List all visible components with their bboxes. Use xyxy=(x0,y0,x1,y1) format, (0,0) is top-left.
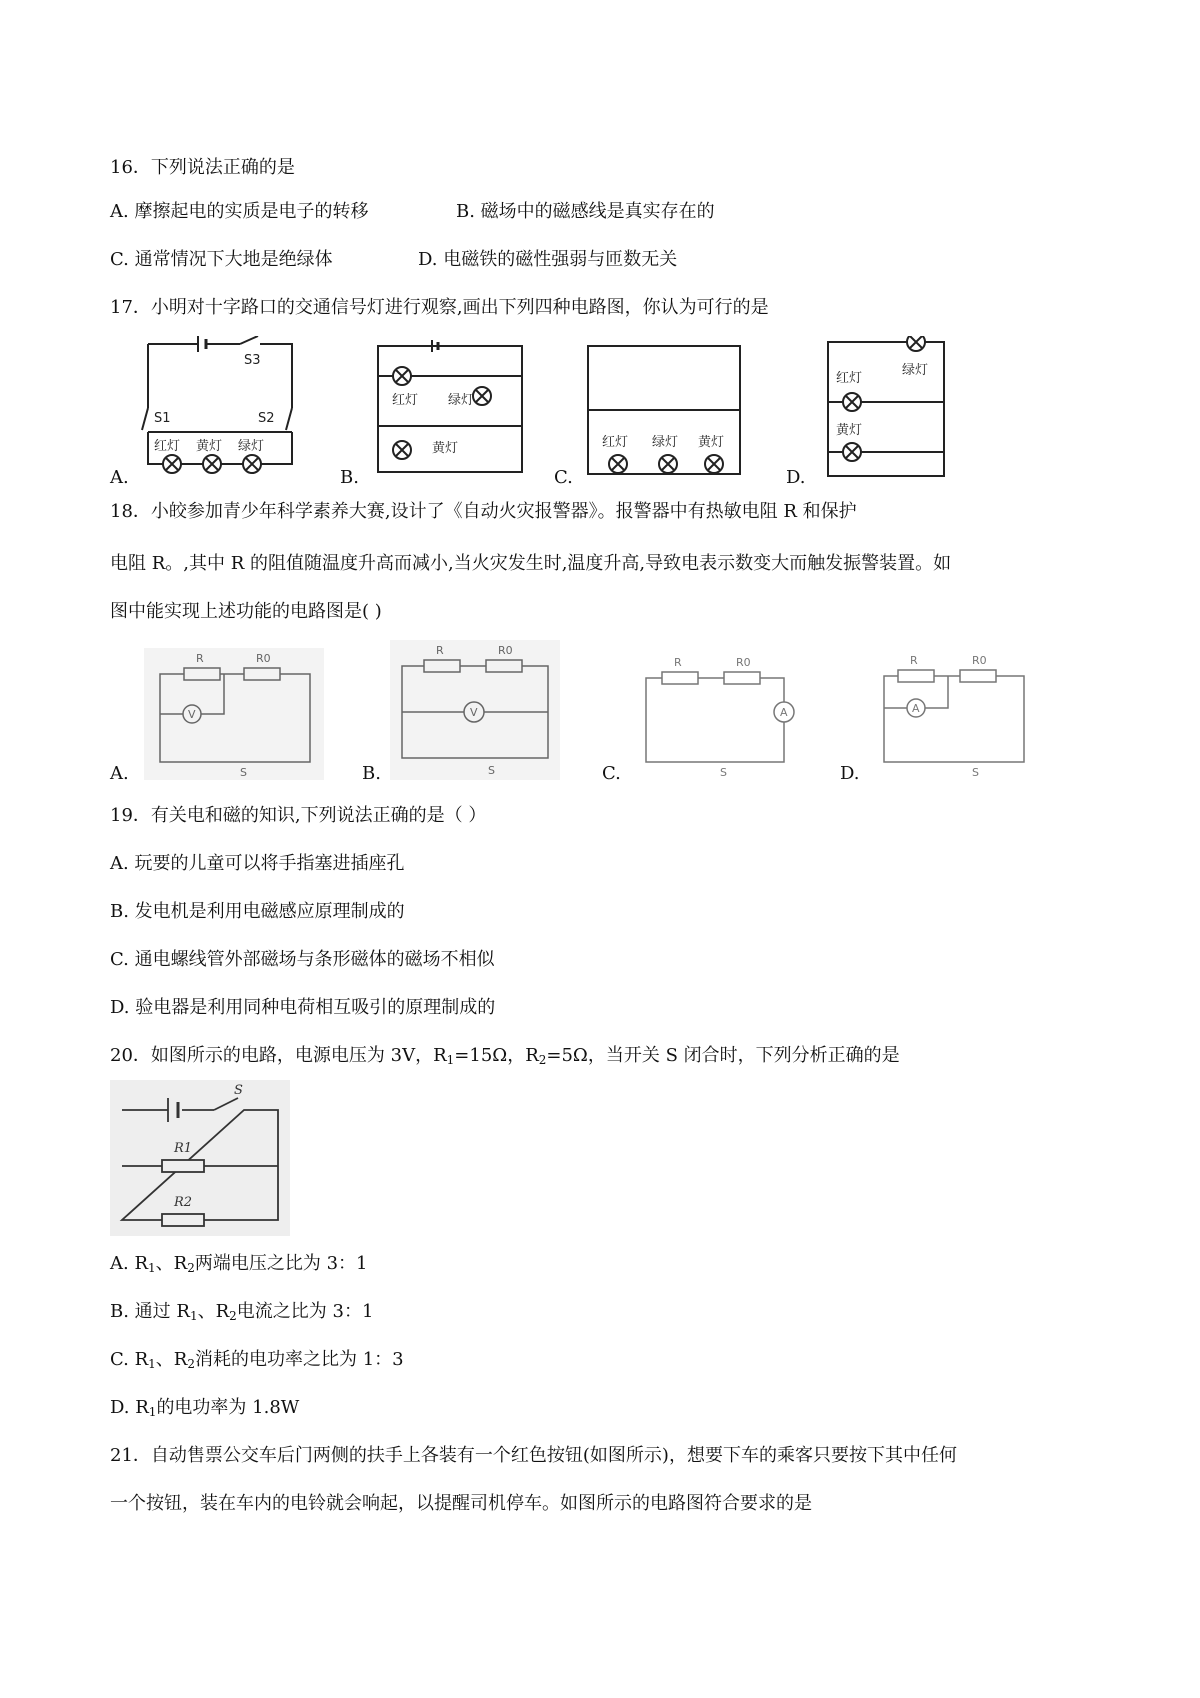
q17d-green-label: 绿灯 xyxy=(902,363,929,378)
q18-stem-line3: 图中能实现上述功能的电路图是( ) xyxy=(110,601,382,622)
q19-option-c: C. 通电螺线管外部磁场与条形磁体的磁场不相似 xyxy=(110,949,495,970)
q17a-green-label: 绿灯 xyxy=(238,439,265,454)
q18-label-a: A. xyxy=(110,763,129,784)
q17-label-a: A. xyxy=(110,467,129,488)
q21-stem-line2: 一个按钮，装在车内的电铃就会响起，以提醒司机停车。如图所示的电路图符合要求的是 xyxy=(110,1493,812,1514)
q19-option-b: B. 发电机是利用电磁感应原理制成的 xyxy=(110,901,405,922)
q16-option-a: A. 摩擦起电的实质是电子的转移 xyxy=(110,201,369,222)
q18-stem-line2: 电阻 R。,其中 R 的阻值随温度升高而减小,当火灾发生时,温度升高,导致电表示数变大而触发振警装置。如 xyxy=(110,553,952,574)
q18a-meter-label: V xyxy=(188,708,196,721)
q17a-s3-label: S3 xyxy=(244,353,261,368)
q18a-r0-label: R0 xyxy=(256,652,271,665)
q17a-red-label: 红灯 xyxy=(154,439,181,454)
q17c-red-label: 红灯 xyxy=(602,435,629,450)
q17b-red-label: 红灯 xyxy=(392,393,419,408)
q17b-yellow-label: 黄灯 xyxy=(432,441,459,456)
q18-label-c: C. xyxy=(602,763,621,784)
q17-label-c: C. xyxy=(554,467,573,488)
q17c-green-label: 绿灯 xyxy=(652,435,679,450)
q18a-switch-label: S xyxy=(240,766,247,779)
q17-label-d: D. xyxy=(786,467,806,488)
q18a-r-label: R xyxy=(196,652,204,665)
q18b-r-label: R xyxy=(436,644,444,657)
q20-option-b: B. 通过 $R_1$、$R_2$电流之比为 3：1 xyxy=(110,1301,374,1323)
q19-option-d: D. 验电器是利用同种电荷相互吸引的原理制成的 xyxy=(110,997,496,1018)
q18c-r-label: R xyxy=(674,656,682,669)
q17-circuit-a xyxy=(140,336,300,480)
q18-label-d: D. xyxy=(840,763,860,784)
q17d-yellow-label: 黄灯 xyxy=(836,423,863,438)
q20-r2-label: R2 xyxy=(174,1195,193,1210)
q18c-r0-label: R0 xyxy=(736,656,751,669)
q16-option-d: D. 电磁铁的磁性强弱与匝数无关 xyxy=(418,249,678,270)
q17-stem: 17．小明对十字路口的交通信号灯进行观察,画出下列四种电路图，你认为可行的是 xyxy=(110,297,769,318)
q16-stem: 16．下列说法正确的是 xyxy=(110,157,295,178)
q20-circuit xyxy=(110,1080,290,1236)
q17b-green-label: 绿灯 xyxy=(448,393,475,408)
q18-stem-line1: 18．小皎参加青少年科学素养大赛,设计了《自动火灾报警器》。报警器中有热敏电阻 R 和保护 xyxy=(110,501,857,522)
q20-option-a: A. $R_1$、$R_2$两端电压之比为 3：1 xyxy=(110,1253,368,1275)
q20-option-c: C. $R_1$、$R_2$消耗的电功率之比为 1：3 xyxy=(110,1349,404,1371)
q17-circuit-b xyxy=(372,340,532,480)
q17a-s1-label: S1 xyxy=(154,411,171,426)
q16-option-c: C. 通常情况下大地是绝绿体 xyxy=(110,249,333,270)
q20-r1-label: R1 xyxy=(174,1141,193,1156)
q18-label-b: B. xyxy=(362,763,381,784)
q20-option-d: D. $R_1$的电功率为 1.8W xyxy=(110,1397,300,1419)
q17-circuit-d xyxy=(822,336,952,484)
q21-stem-line1: 21．自动售票公交车后门两侧的扶手上各装有一个红色按钮(如图所示)，想要下车的乘客只要按下其中任何 xyxy=(110,1445,957,1466)
q18d-meter-label: A xyxy=(912,702,920,715)
q17-label-b: B. xyxy=(340,467,359,488)
q17a-s2-label: S2 xyxy=(258,411,275,426)
q17d-red-label: 红灯 xyxy=(836,371,863,386)
q18-circuit-b xyxy=(390,640,560,780)
q17a-yellow-label: 黄灯 xyxy=(196,439,223,454)
q18b-meter-label: V xyxy=(470,706,478,719)
q18b-r0-label: R0 xyxy=(498,644,513,657)
q17c-yellow-label: 黄灯 xyxy=(698,435,725,450)
q18d-r0-label: R0 xyxy=(972,654,987,667)
q18c-switch-label: S xyxy=(720,766,727,778)
q18d-r-label: R xyxy=(910,654,918,667)
q18b-switch-label: S xyxy=(488,764,495,777)
q20-switch-label: S xyxy=(234,1083,243,1098)
q19-option-a: A. 玩要的儿童可以将手指塞进插座孔 xyxy=(110,853,405,874)
q16-option-b: B. 磁场中的磁感线是真实存在的 xyxy=(456,201,715,222)
q18-circuit-d xyxy=(876,652,1036,778)
q18c-meter-label: A xyxy=(780,706,788,719)
q18d-switch-label: S xyxy=(972,766,979,778)
q18-circuit-a xyxy=(144,648,324,780)
q20-stem: 20．如图所示的电路，电源电压为 3V，$R_1=15\Omega$，$R_2=5\Omega$，当开关 S 闭合时，下列分析正确的是 xyxy=(110,1045,900,1067)
q19-stem: 19．有关电和磁的知识,下列说法正确的是（ ） xyxy=(110,805,487,826)
q18-circuit-c xyxy=(632,652,812,778)
q17-circuit-c xyxy=(582,340,748,484)
